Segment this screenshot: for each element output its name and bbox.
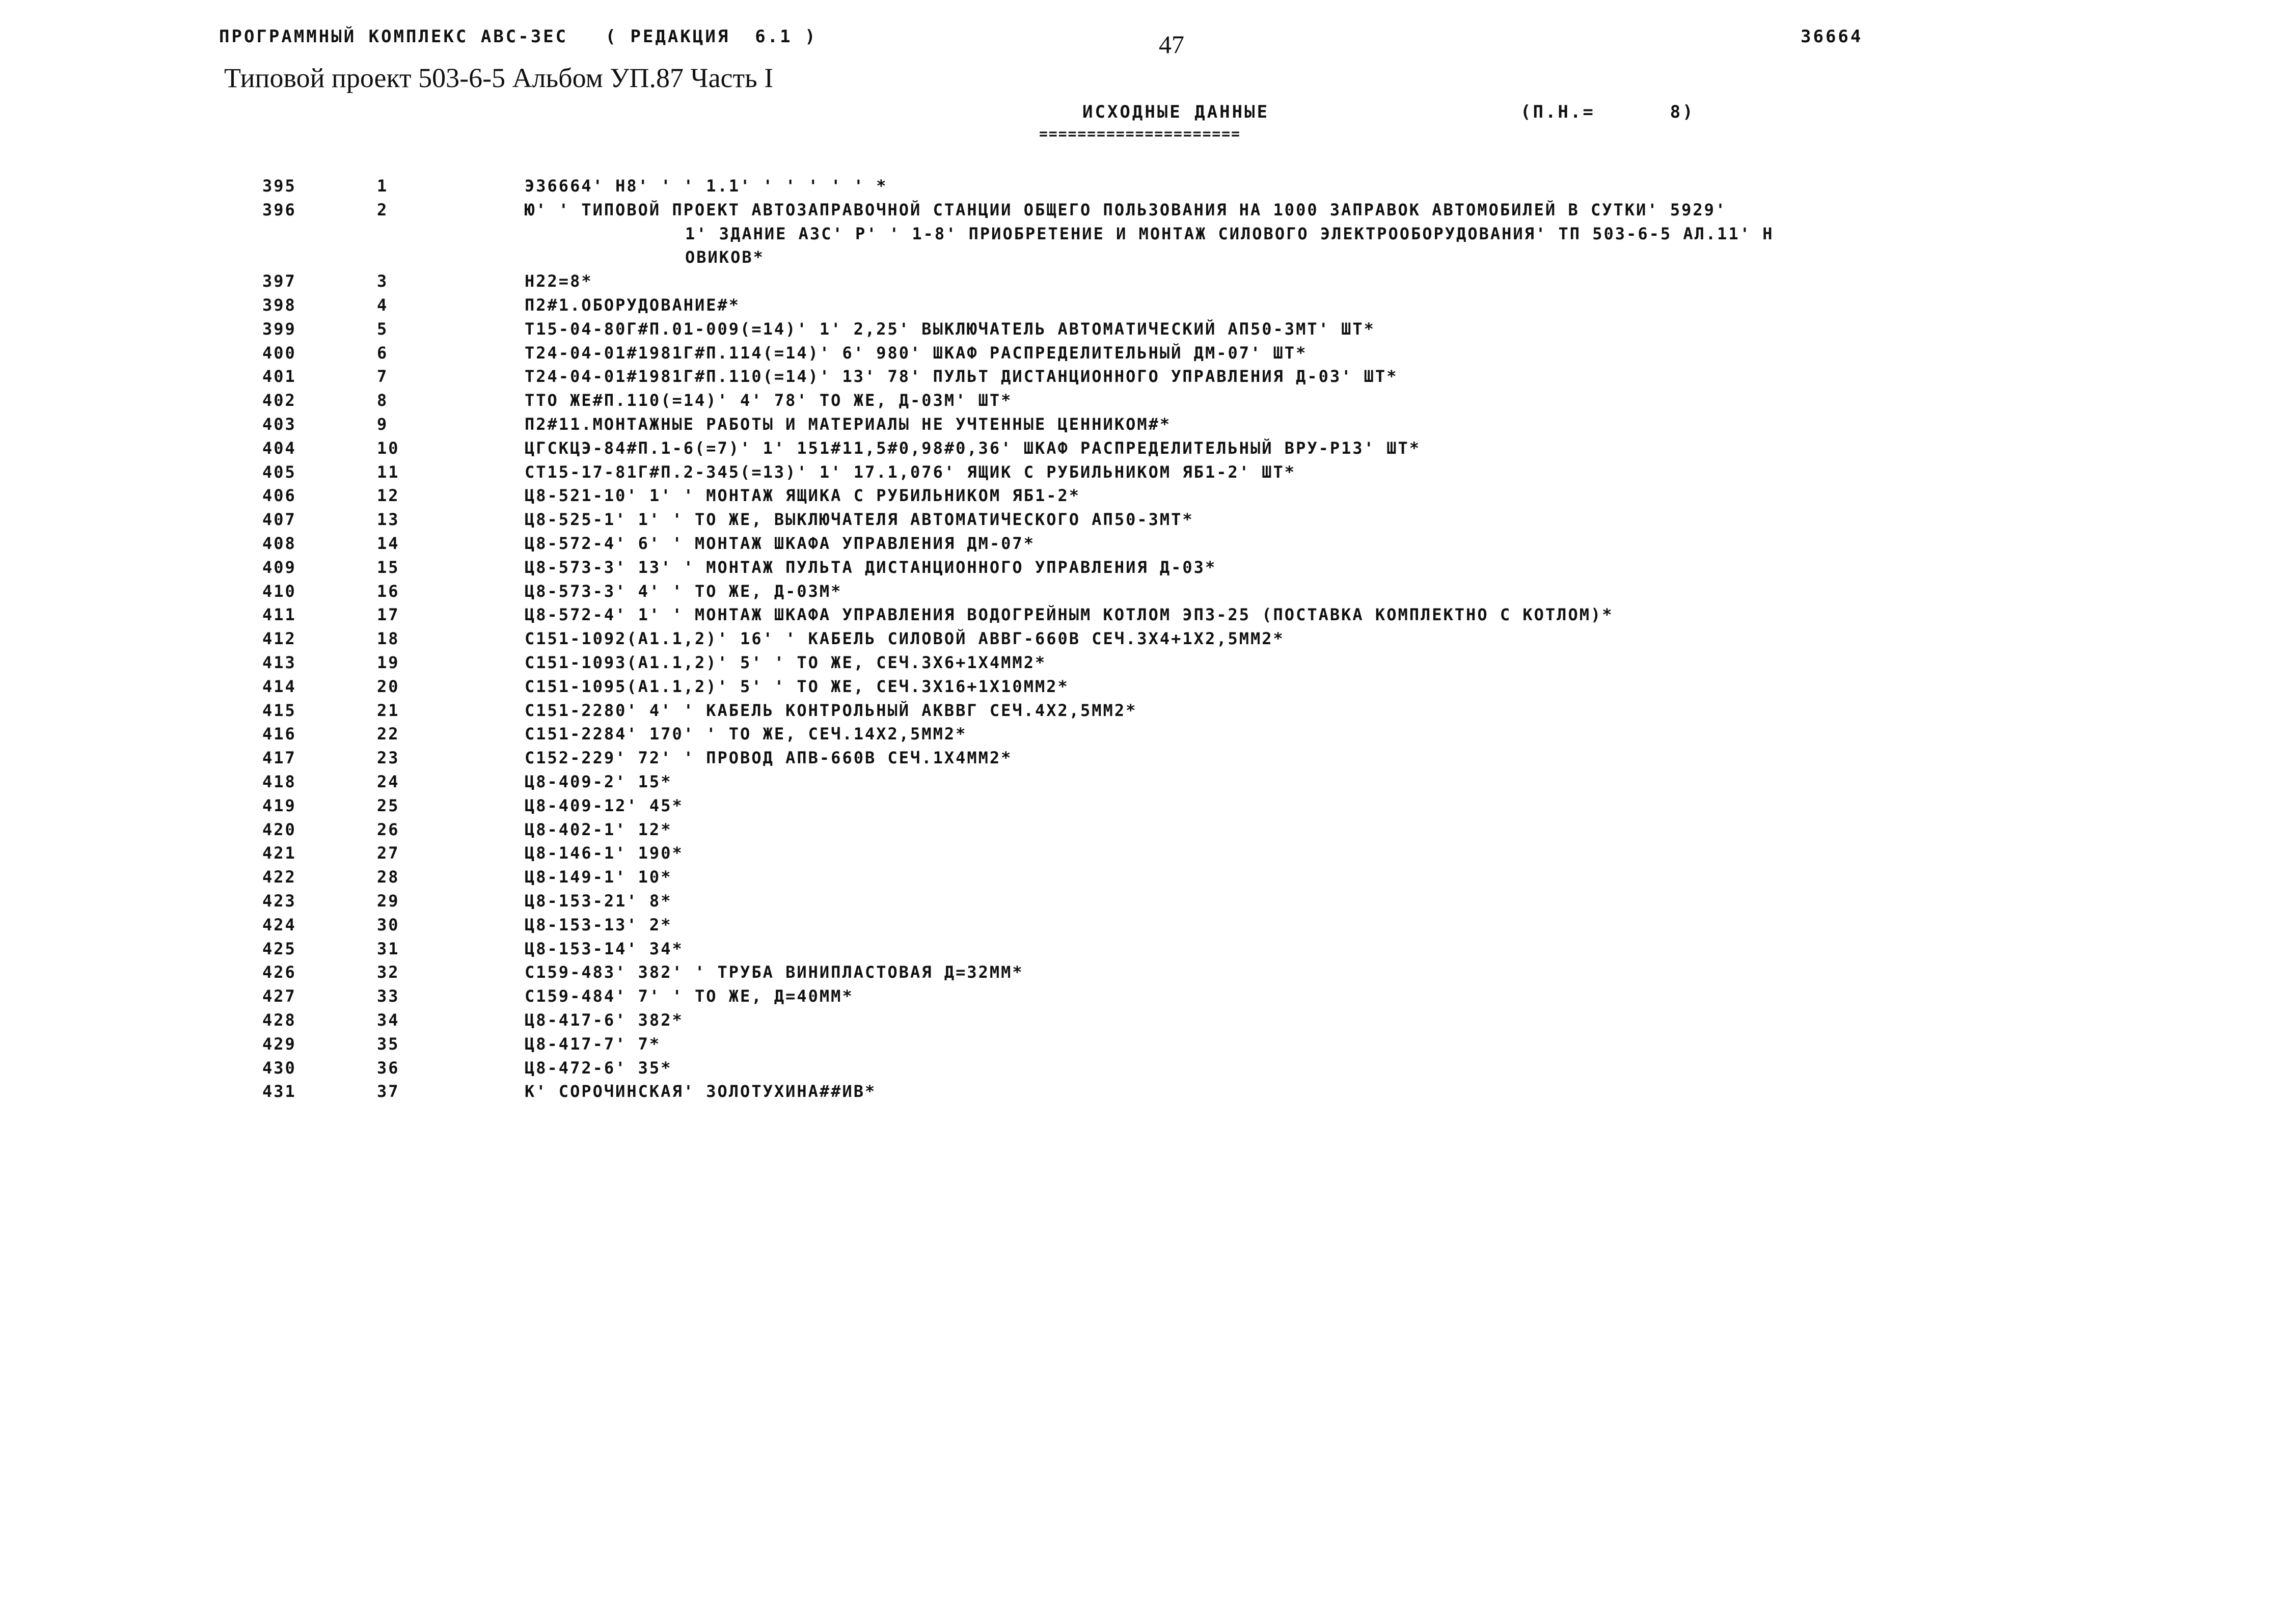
line-number: 411 [262,605,296,625]
record-text: Ю' ' ТИПОВОЙ ПРОЕКТ АВТОЗАПРАВОЧНОЙ СТАНЦИИ ОБЩЕГО ПОЛЬЗОВАНИЯ НА 1000 ЗАПРАВОК АВТОМОБИЛЕЙ В СУТКИ' 5929' [525,200,1727,219]
line-number: 423 [262,891,296,911]
line-number: 410 [262,581,296,601]
record-index: 28 [377,867,400,887]
line-number: 404 [262,438,296,458]
record-text: С159-484' 7' ' ТО ЖЕ, Д=40ММ* [525,986,854,1006]
line-number: 427 [262,986,296,1006]
record-text: Т24-04-01#1981Г#П.114(=14)' 6' 980' ШКАФ РАСПРЕДЕЛИТЕЛЬНЫЙ ДМ-07' ШТ* [525,343,1308,363]
line-number: 430 [262,1058,296,1078]
line-number: 403 [262,415,296,434]
line-number: 426 [262,962,296,982]
record-text: С152-229' 72' ' ПРОВОД АПВ-660В СЕЧ.1Х4ММ2* [525,748,1013,768]
record-text: Ц8-572-4' 1' ' МОНТАЖ ШКАФА УПРАВЛЕНИЯ ВОДОГРЕЙНЫМ КОТЛОМ ЭПЗ-25 (ПОСТАВКА КОМПЛЕКТНО С КОТЛОМ)* [525,605,1614,625]
line-number: 409 [262,557,296,577]
line-number: 425 [262,939,296,958]
record-index: 27 [377,843,400,863]
line-number: 408 [262,534,296,553]
line-number: 415 [262,700,296,720]
section-underline: ===================== [1039,125,1241,142]
record-text: Н22=8* [525,271,593,291]
line-number: 413 [262,653,296,672]
document-code: 36664 [1801,26,1863,47]
line-number: 422 [262,867,296,887]
record-text: Ц8-402-1' 12* [525,819,672,839]
record-index: 37 [377,1082,400,1102]
record-text: Ц8-146-1' 190* [525,843,684,863]
record-text: Ц8-417-7' 7* [525,1034,661,1054]
record-text: С151-1093(А1.1,2)' 5' ' ТО ЖЕ, СЕЧ.3Х6+1Х4ММ2* [525,653,1047,672]
record-text: К' СОРОЧИНСКАЯ' ЗОЛОТУХИНА##ИВ* [525,1082,877,1102]
record-text: С151-1095(А1.1,2)' 5' ' ТО ЖЕ, СЕЧ.3Х16+1Х10ММ2* [525,676,1069,696]
record-index: 17 [377,605,400,625]
record-text: Ц8-573-3' 13' ' МОНТАЖ ПУЛЬТА ДИСТАНЦИОННОГО УПРАВЛЕНИЯ Д-03* [525,557,1217,577]
record-text: Ц8-572-4' 6' ' МОНТАЖ ШКАФА УПРАВЛЕНИЯ ДМ-07* [525,534,1035,553]
record-index: 5 [377,319,389,339]
record-text: П2#1.ОБОРУДОВАНИЕ#* [525,295,741,315]
record-index: 12 [377,486,400,506]
record-index: 20 [377,676,400,696]
record-index: 7 [377,367,389,387]
record-index: 21 [377,700,400,720]
record-index: 8 [377,391,389,410]
page-number: 47 [1159,30,1184,59]
album-subtitle: Типовой проект 503-6-5 Альбом УП.87 Часть I [224,63,774,93]
line-number: 429 [262,1034,296,1054]
line-number: 406 [262,486,296,506]
record-text: Ц8-409-12' 45* [525,795,684,815]
line-number: 419 [262,795,296,815]
line-number: 431 [262,1082,296,1102]
line-number: 405 [262,462,296,482]
record-index: 2 [377,200,389,219]
record-text: ТТО ЖЕ#П.110(=14)' 4' 78' ТО ЖЕ, Д-03М' ШТ* [525,391,1013,410]
record-text: Ц8-153-21' 8* [525,891,672,911]
line-number: 424 [262,915,296,934]
record-index: 19 [377,653,400,672]
record-index: 9 [377,415,389,434]
section-reference: (П.Н.= 8) [1520,102,1695,122]
line-number: 428 [262,1010,296,1030]
record-index: 33 [377,986,400,1006]
record-index: 31 [377,939,400,958]
record-text: С159-483' 382' ' ТРУБА ВИНИПЛАСТОВАЯ Д=32ММ* [525,962,1024,982]
record-index: 11 [377,462,400,482]
record-text: С151-1092(А1.1,2)' 16' ' КАБЕЛЬ СИЛОВОЙ АВВГ-660В СЕЧ.3Х4+1Х2,5ММ2* [525,629,1285,649]
record-text: Ц8-573-3' 4' ' ТО ЖЕ, Д-03М* [525,581,842,601]
record-index: 24 [377,772,400,791]
line-number: 416 [262,724,296,744]
record-index: 18 [377,629,400,649]
record-index: 30 [377,915,400,934]
record-index: 3 [377,271,389,291]
record-index: 36 [377,1058,400,1078]
record-index: 6 [377,343,389,363]
record-text: Ц8-153-13' 2* [525,915,672,934]
record-index: 16 [377,581,400,601]
record-text: СТ15-17-81Г#П.2-345(=13)' 1' 17.1,076' ЯЩИК С РУБИЛЬНИКОМ ЯБ1-2' ШТ* [525,462,1296,482]
record-text: С151-2280' 4' ' КАБЕЛЬ КОНТРОЛЬНЫЙ АКВВГ СЕЧ.4Х2,5ММ2* [525,700,1137,720]
record-text: Ц8-153-14' 34* [525,939,684,958]
record-text-continuation: ОВИКОВ* [685,247,765,267]
record-text: Ц8-417-6' 382* [525,1010,684,1030]
line-number: 418 [262,772,296,791]
line-number: 399 [262,319,296,339]
record-text: С151-2284' 170' ' ТО ЖЕ, СЕЧ.14Х2,5ММ2* [525,724,967,744]
record-text: Э36664' Н8' ' ' 1.1' ' ' ' ' ' * [525,176,888,196]
record-index: 22 [377,724,400,744]
line-number: 397 [262,271,296,291]
record-index: 15 [377,557,400,577]
record-index: 4 [377,295,389,315]
section-title: ИСХОДНЫЕ ДАННЫЕ [1082,102,1270,122]
line-number: 402 [262,391,296,410]
line-number: 414 [262,676,296,696]
record-index: 10 [377,438,400,458]
line-number: 398 [262,295,296,315]
record-text: П2#11.МОНТАЖНЫЕ РАБОТЫ И МАТЕРИАЛЫ НЕ УЧТЕННЫЕ ЦЕННИКОМ#* [525,415,1172,434]
line-number: 396 [262,200,296,219]
line-number: 407 [262,510,296,530]
record-text: Ц8-149-1' 10* [525,867,672,887]
record-text: Ц8-521-10' 1' ' МОНТАЖ ЯЩИКА С РУБИЛЬНИКОМ ЯБ1-2* [525,486,1081,506]
record-text: Ц8-409-2' 15* [525,772,672,791]
record-index: 1 [377,176,389,196]
line-number: 395 [262,176,296,196]
record-text: Т24-04-01#1981Г#П.110(=14)' 13' 78' ПУЛЬТ ДИСТАНЦИОННОГО УПРАВЛЕНИЯ Д-03' ШТ* [525,367,1398,387]
line-number: 400 [262,343,296,363]
record-text: Т15-04-80Г#П.01-009(=14)' 1' 2,25' ВЫКЛЮЧАТЕЛЬ АВТОМАТИЧЕСКИЙ АП50-3МТ' ШТ* [525,319,1375,339]
record-index: 14 [377,534,400,553]
record-text: Ц8-525-1' 1' ' ТО ЖЕ, ВЫКЛЮЧАТЕЛЯ АВТОМАТИЧЕСКОГО АП50-3МТ* [525,510,1194,530]
program-title: ПРОГРАММНЫЙ КОМПЛЕКС АВС-ЗЕС ( РЕДАКЦИЯ 6.1 ) [219,26,818,47]
record-index: 13 [377,510,400,530]
line-number: 401 [262,367,296,387]
record-text: ЦГСКЦЭ-84#П.1-6(=7)' 1' 151#11,5#0,98#0,36' ШКАФ РАСПРЕДЕЛИТЕЛЬНЫЙ ВРУ-Р13' ШТ* [525,438,1421,458]
line-number: 412 [262,629,296,649]
record-index: 35 [377,1034,400,1054]
line-number: 421 [262,843,296,863]
record-index: 25 [377,795,400,815]
record-index: 23 [377,748,400,768]
line-number: 420 [262,819,296,839]
record-index: 29 [377,891,400,911]
record-index: 34 [377,1010,400,1030]
record-index: 26 [377,819,400,839]
record-text: Ц8-472-6' 35* [525,1058,672,1078]
record-index: 32 [377,962,400,982]
record-text-continuation: 1' ЗДАНИЕ АЗС' Р' ' 1-8' ПРИОБРЕТЕНИЕ И МОНТАЖ СИЛОВОГО ЭЛЕКТРООБОРУДОВАНИЯ' ТП 503-6-5 АЛ.11' Н [685,224,1774,243]
line-number: 417 [262,748,296,768]
